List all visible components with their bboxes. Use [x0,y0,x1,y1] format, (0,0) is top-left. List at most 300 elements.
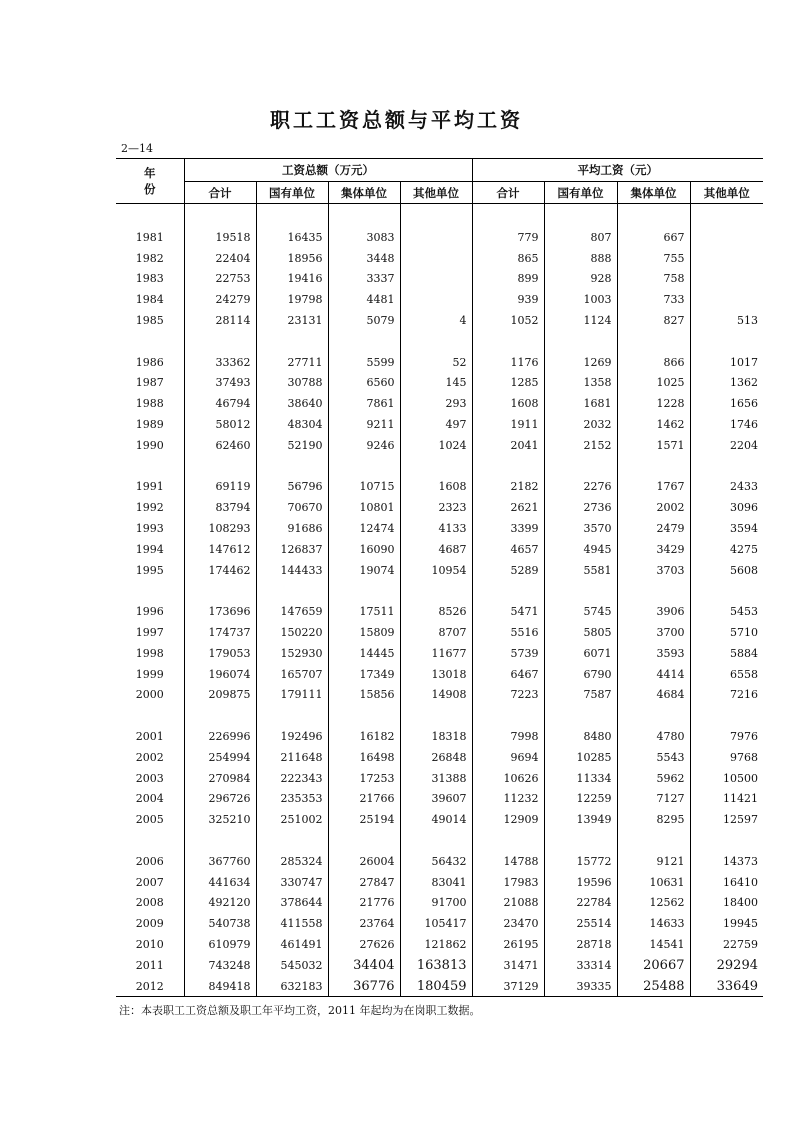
value-cell: 3703 [617,560,690,581]
value-cell: 1462 [617,414,690,435]
value-cell: 26195 [472,934,544,955]
value-cell: 2736 [544,497,617,518]
value-cell: 3337 [328,269,400,290]
value-cell: 15856 [328,685,400,706]
table-row [116,685,763,706]
value-cell: 46794 [184,393,256,414]
value-cell: 367760 [184,851,256,872]
wage-table [116,158,763,997]
year-cell: 1985 [135,314,164,328]
value-cell: 865 [472,248,544,269]
table-row [116,435,763,456]
value-cell: 5581 [544,560,617,581]
spacer-row [116,705,763,726]
value-cell: 3700 [617,622,690,643]
value-cell: 378644 [256,893,328,914]
value-cell: 222343 [256,768,328,789]
value-cell: 17983 [472,872,544,893]
year-cell: 2006 [135,854,164,868]
year-cell: 1996 [135,605,164,619]
value-cell: 226996 [184,726,256,747]
year-column-header: 年 份 [116,159,184,204]
value-cell: 16090 [328,539,400,560]
value-cell: 33314 [544,955,617,976]
value-cell: 10626 [472,768,544,789]
value-cell: 3448 [328,248,400,269]
value-cell: 2276 [544,477,617,498]
year-cell: 1981 [135,230,164,244]
value-cell: 3570 [544,518,617,539]
value-cell: 928 [544,269,617,290]
value-cell: 441634 [184,872,256,893]
value-cell: 755 [617,248,690,269]
column-header: 其他单位 [400,182,472,204]
value-cell [400,289,472,310]
value-cell: 11232 [472,789,544,810]
value-cell [400,248,472,269]
column-header: 合计 [472,182,544,204]
value-cell: 7998 [472,726,544,747]
column-header: 合计 [184,182,256,204]
value-cell: 16435 [256,227,328,248]
value-cell: 2152 [544,435,617,456]
value-cell: 58012 [184,414,256,435]
value-cell: 18400 [690,893,763,914]
value-cell: 743248 [184,955,256,976]
table-row [116,747,763,768]
value-cell: 11421 [690,789,763,810]
value-cell: 25488 [617,976,690,997]
value-cell: 14373 [690,851,763,872]
value-cell: 8707 [400,622,472,643]
value-cell: 325210 [184,809,256,830]
value-cell: 6071 [544,643,617,664]
value-cell: 2182 [472,477,544,498]
value-cell: 779 [472,227,544,248]
table-row [116,768,763,789]
value-cell: 7861 [328,393,400,414]
value-cell: 758 [617,269,690,290]
value-cell: 461491 [256,934,328,955]
year-cell: 2004 [135,792,164,806]
year-cell: 2011 [135,958,164,972]
value-cell: 19945 [690,913,763,934]
value-cell: 19596 [544,872,617,893]
year-cell: 2001 [135,730,164,744]
value-cell: 296726 [184,789,256,810]
year-cell: 1995 [135,563,164,577]
value-cell: 1269 [544,352,617,373]
year-cell: 1983 [135,272,164,286]
year-cell: 2007 [135,875,164,889]
table-row [116,955,763,976]
table-body [116,204,763,997]
value-cell: 667 [617,227,690,248]
year-cell: 1994 [135,542,164,556]
value-cell: 1025 [617,373,690,394]
value-cell: 39607 [400,789,472,810]
value-cell: 4481 [328,289,400,310]
value-cell: 4657 [472,539,544,560]
year-cell: 2003 [135,771,164,785]
column-header: 国有单位 [544,182,617,204]
value-cell: 37493 [184,373,256,394]
value-cell: 37129 [472,976,544,997]
value-cell: 56432 [400,851,472,872]
value-cell: 27711 [256,352,328,373]
value-cell: 5739 [472,643,544,664]
value-cell: 165707 [256,664,328,685]
value-cell: 9694 [472,747,544,768]
value-cell: 3906 [617,601,690,622]
value-cell: 14908 [400,685,472,706]
value-cell: 251002 [256,809,328,830]
value-cell: 5599 [328,352,400,373]
value-cell: 12474 [328,518,400,539]
value-cell: 9768 [690,747,763,768]
table-row [116,664,763,685]
value-cell: 1681 [544,393,617,414]
year-cell: 1990 [135,438,164,452]
value-cell: 174462 [184,560,256,581]
table-row [116,310,763,331]
value-cell: 1285 [472,373,544,394]
year-cell: 1999 [135,667,164,681]
value-cell: 6558 [690,664,763,685]
table-row [116,601,763,622]
year-cell: 1991 [135,480,164,494]
table-row [116,872,763,893]
value-cell: 16182 [328,726,400,747]
value-cell: 52 [400,352,472,373]
column-header: 集体单位 [328,182,400,204]
value-cell: 545032 [256,955,328,976]
value-cell: 39335 [544,976,617,997]
value-cell: 5289 [472,560,544,581]
table-row [116,789,763,810]
value-cell: 147612 [184,539,256,560]
column-header: 国有单位 [256,182,328,204]
value-cell: 70670 [256,497,328,518]
value-cell: 1608 [472,393,544,414]
value-cell: 10801 [328,497,400,518]
value-cell: 5516 [472,622,544,643]
value-cell: 1052 [472,310,544,331]
year-cell: 1998 [135,646,164,660]
value-cell: 121862 [400,934,472,955]
value-cell: 108293 [184,518,256,539]
value-cell: 285324 [256,851,328,872]
value-cell: 6790 [544,664,617,685]
value-cell: 209875 [184,685,256,706]
value-cell: 2002 [617,497,690,518]
table-row [116,414,763,435]
value-cell: 10631 [617,872,690,893]
value-cell: 20667 [617,955,690,976]
value-cell: 8480 [544,726,617,747]
value-cell: 36776 [328,976,400,997]
value-cell: 827 [617,310,690,331]
spacer-row [116,830,763,851]
value-cell: 38640 [256,393,328,414]
value-cell: 497 [400,414,472,435]
value-cell: 211648 [256,747,328,768]
table-row [116,851,763,872]
table-row [116,934,763,955]
value-cell [690,289,763,310]
value-cell: 147659 [256,601,328,622]
value-cell: 10715 [328,477,400,498]
value-cell: 733 [617,289,690,310]
table-row [116,539,763,560]
table-header [116,159,763,204]
value-cell: 11677 [400,643,472,664]
year-cell: 1993 [135,522,164,536]
table-row [116,248,763,269]
value-cell: 8526 [400,601,472,622]
table-row [116,289,763,310]
value-cell: 4780 [617,726,690,747]
value-cell: 4 [400,310,472,331]
value-cell: 19798 [256,289,328,310]
value-cell: 83794 [184,497,256,518]
table-row [116,976,763,997]
table-row [116,393,763,414]
value-cell: 7587 [544,685,617,706]
value-cell: 1017 [690,352,763,373]
year-cell: 1989 [135,418,164,432]
value-cell: 7216 [690,685,763,706]
total-wage-group-header: 工资总额（万元） [184,159,472,182]
value-cell: 235353 [256,789,328,810]
value-cell: 25194 [328,809,400,830]
value-cell: 30788 [256,373,328,394]
value-cell: 28718 [544,934,617,955]
value-cell: 21088 [472,893,544,914]
value-cell [690,227,763,248]
year-cell: 1997 [135,626,164,640]
value-cell: 2479 [617,518,690,539]
value-cell: 513 [690,310,763,331]
value-cell: 1124 [544,310,617,331]
value-cell: 849418 [184,976,256,997]
value-cell: 163813 [400,955,472,976]
value-cell: 126837 [256,539,328,560]
value-cell: 1746 [690,414,763,435]
value-cell: 105417 [400,913,472,934]
value-cell: 48304 [256,414,328,435]
value-cell: 17253 [328,768,400,789]
table-row [116,269,763,290]
value-cell: 179111 [256,685,328,706]
value-cell: 1003 [544,289,617,310]
value-cell: 23470 [472,913,544,934]
value-cell: 1228 [617,393,690,414]
value-cell: 83041 [400,872,472,893]
value-cell: 145 [400,373,472,394]
table-row [116,622,763,643]
year-cell: 1984 [135,293,164,307]
value-cell: 9211 [328,414,400,435]
value-cell: 540738 [184,913,256,934]
value-cell: 1911 [472,414,544,435]
value-cell: 5608 [690,560,763,581]
table-row [116,373,763,394]
value-cell: 11334 [544,768,617,789]
value-cell: 1656 [690,393,763,414]
value-cell: 3083 [328,227,400,248]
value-cell: 17511 [328,601,400,622]
value-cell: 26004 [328,851,400,872]
value-cell: 4133 [400,518,472,539]
value-cell: 144433 [256,560,328,581]
value-cell: 1608 [400,477,472,498]
value-cell: 4414 [617,664,690,685]
value-cell: 16410 [690,872,763,893]
value-cell: 192496 [256,726,328,747]
year-cell: 2005 [135,813,164,827]
value-cell: 12909 [472,809,544,830]
value-cell: 22784 [544,893,617,914]
value-cell: 13018 [400,664,472,685]
value-cell: 33649 [690,976,763,997]
value-cell: 7127 [617,789,690,810]
spacer-row [116,204,763,228]
value-cell [690,269,763,290]
value-cell: 19416 [256,269,328,290]
value-cell: 19074 [328,560,400,581]
value-cell: 1358 [544,373,617,394]
table-row [116,518,763,539]
value-cell: 18318 [400,726,472,747]
value-cell: 4687 [400,539,472,560]
value-cell: 1176 [472,352,544,373]
value-cell: 866 [617,352,690,373]
table-row [116,809,763,830]
value-cell: 34404 [328,955,400,976]
value-cell: 18956 [256,248,328,269]
value-cell: 21766 [328,789,400,810]
value-cell: 5543 [617,747,690,768]
value-cell: 610979 [184,934,256,955]
value-cell: 22753 [184,269,256,290]
value-cell: 14788 [472,851,544,872]
value-cell: 14633 [617,913,690,934]
value-cell: 174737 [184,622,256,643]
year-cell: 2012 [116,976,184,997]
value-cell: 25514 [544,913,617,934]
value-cell: 1362 [690,373,763,394]
value-cell [690,248,763,269]
value-cell: 28114 [184,310,256,331]
year-cell: 1987 [135,376,164,390]
year-cell: 2009 [135,917,164,931]
value-cell: 3594 [690,518,763,539]
value-cell: 179053 [184,643,256,664]
value-cell: 5079 [328,310,400,331]
value-cell: 19518 [184,227,256,248]
value-cell: 2032 [544,414,617,435]
year-cell: 2000 [135,688,164,702]
value-cell: 2204 [690,435,763,456]
value-cell: 31471 [472,955,544,976]
value-cell: 9121 [617,851,690,872]
value-cell: 27847 [328,872,400,893]
year-cell: 1992 [135,501,164,515]
table-row [116,352,763,373]
spacer-row [116,331,763,352]
year-cell: 2010 [135,937,164,951]
value-cell: 12259 [544,789,617,810]
value-cell: 5962 [617,768,690,789]
table-footnote: 注：本表职工工资总额及职工年平均工资，2011 年起均为在岗职工数据。 [119,1004,481,1017]
value-cell: 29294 [690,955,763,976]
table-row [116,560,763,581]
value-cell: 5884 [690,643,763,664]
spacer-row [116,581,763,602]
value-cell: 899 [472,269,544,290]
value-cell: 69119 [184,477,256,498]
value-cell: 13949 [544,809,617,830]
value-cell: 270984 [184,768,256,789]
value-cell: 807 [544,227,617,248]
value-cell: 6560 [328,373,400,394]
value-cell: 4684 [617,685,690,706]
value-cell: 173696 [184,601,256,622]
value-cell: 180459 [400,976,472,997]
value-cell: 15772 [544,851,617,872]
value-cell: 150220 [256,622,328,643]
value-cell: 7223 [472,685,544,706]
value-cell: 2433 [690,477,763,498]
value-cell: 2621 [472,497,544,518]
value-cell: 2041 [472,435,544,456]
value-cell: 5471 [472,601,544,622]
year-cell: 2002 [135,750,164,764]
value-cell: 23131 [256,310,328,331]
value-cell: 91700 [400,893,472,914]
value-cell: 3399 [472,518,544,539]
value-cell: 5745 [544,601,617,622]
value-cell: 492120 [184,893,256,914]
value-cell: 5453 [690,601,763,622]
value-cell: 632183 [256,976,328,997]
value-cell: 16498 [328,747,400,768]
value-cell: 21776 [328,893,400,914]
value-cell: 22759 [690,934,763,955]
average-wage-group-header: 平均工资（元） [472,159,763,182]
value-cell: 254994 [184,747,256,768]
value-cell: 12597 [690,809,763,830]
value-cell: 4275 [690,539,763,560]
value-cell: 3593 [617,643,690,664]
value-cell [400,227,472,248]
value-cell: 91686 [256,518,328,539]
value-cell: 3096 [690,497,763,518]
table-row [116,913,763,934]
year-cell: 1986 [135,355,164,369]
value-cell: 888 [544,248,617,269]
value-cell: 15809 [328,622,400,643]
value-cell: 9246 [328,435,400,456]
table-row [116,497,763,518]
value-cell: 6467 [472,664,544,685]
value-cell: 939 [472,289,544,310]
value-cell: 1024 [400,435,472,456]
value-cell: 196074 [184,664,256,685]
value-cell: 10500 [690,768,763,789]
value-cell: 1767 [617,477,690,498]
